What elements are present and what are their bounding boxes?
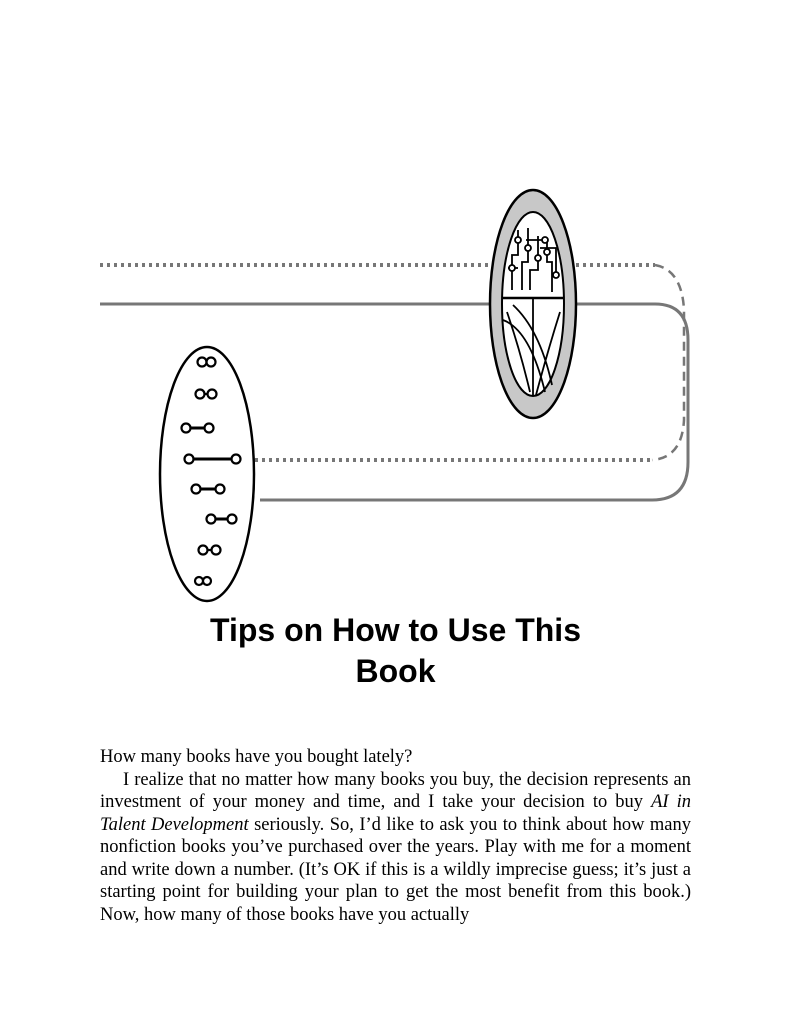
body-text: [100, 746, 691, 926]
book-title-italic: AI in Talent Development: [100, 792, 691, 835]
paragraph-2-start: I realize that no matter how many books you buy, the decision represents an investment of your money and time, and I take your decision to buy: [100, 769, 691, 812]
chapter-title-line-2: Book: [355, 653, 436, 689]
dashed-curve: [652, 265, 684, 460]
chapter-title-line-1: Tips on How to Use This: [210, 612, 581, 648]
paragraph-2: [100, 769, 691, 927]
circuit-globe-icon: [490, 190, 576, 418]
network-node-capsule-icon: [160, 347, 254, 601]
paragraph-1: How many books have you bought lately?: [100, 747, 413, 767]
chapter-title: [100, 610, 691, 692]
paragraph-2-end: seriously. So, I’d like to ask you to think about how many nonfiction books you’ve purchased over the years. Play with me for a moment and write down a number. (It’s OK if this is a wildly imprecise guess; it’s just a starting point for building your plan to get the most benefit from this book.) Now, how many of those books have you actually: [100, 814, 691, 925]
